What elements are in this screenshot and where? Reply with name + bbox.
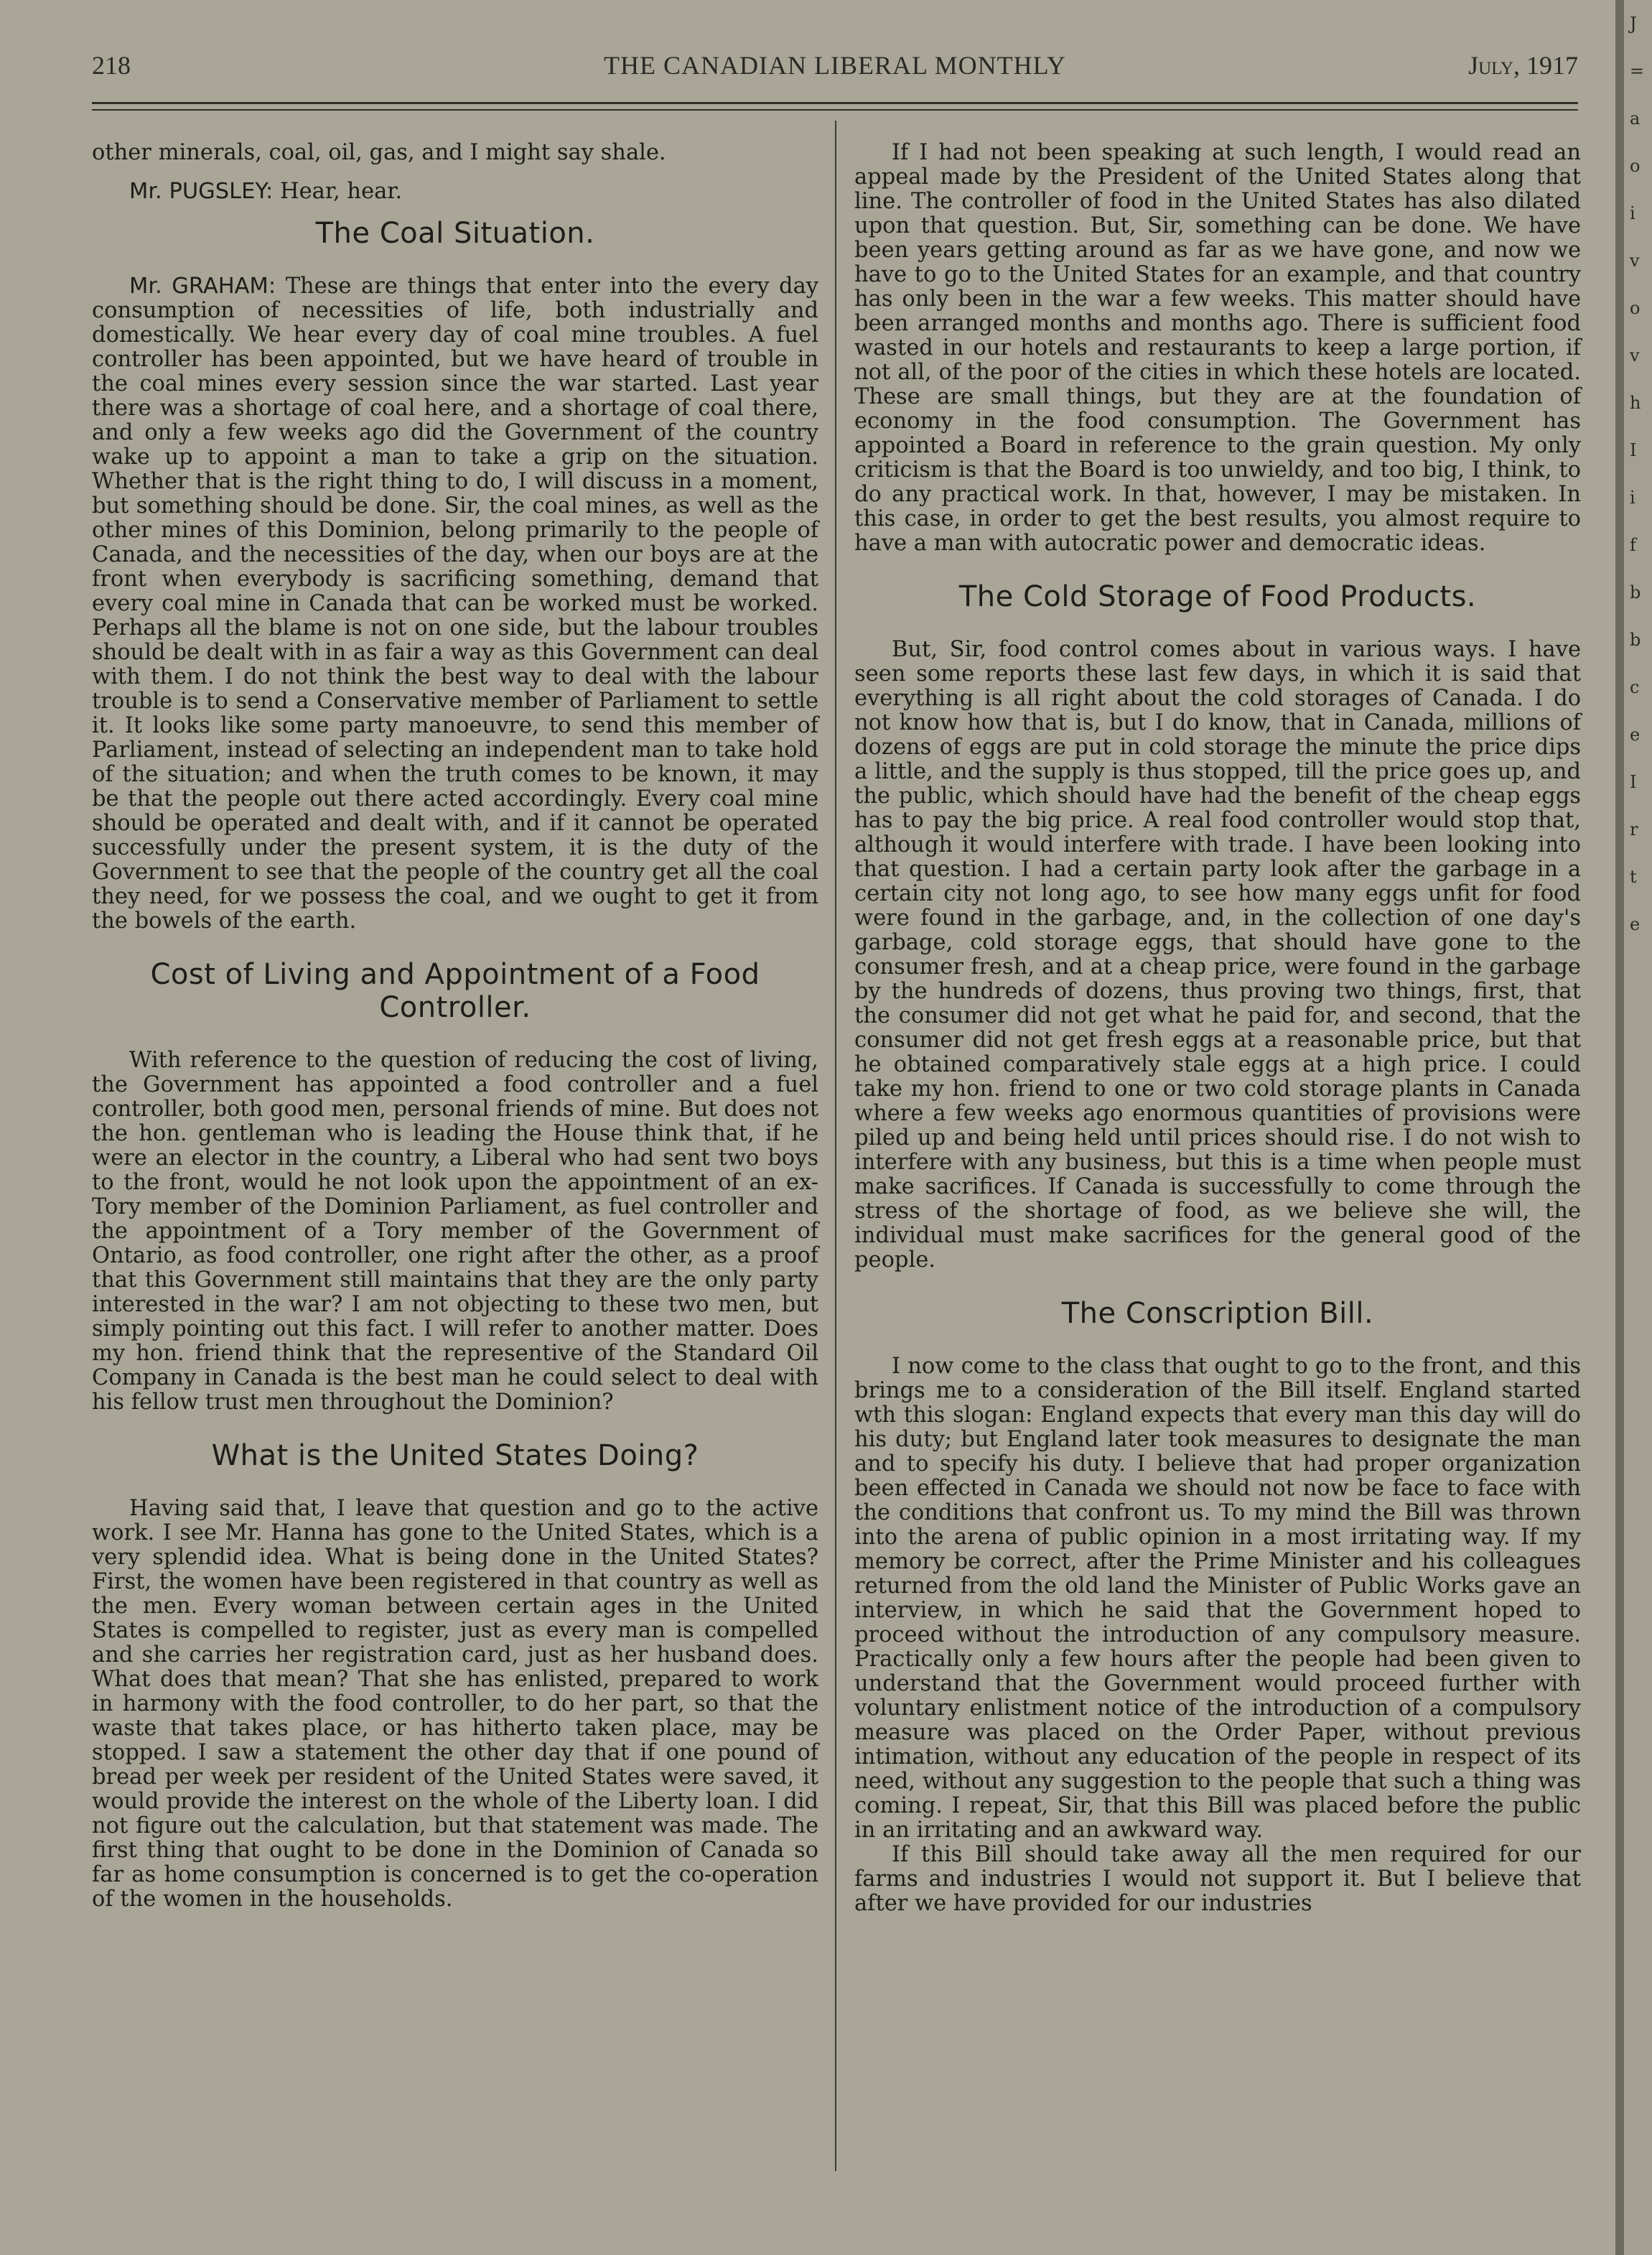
left-column	[92, 141, 818, 1912]
heading-conscription-bill: The Conscription Bill.	[1061, 1297, 1374, 1330]
facing-page-edge	[1624, 0, 1652, 2255]
page-number: 218	[92, 51, 131, 80]
header-rule-bottom	[92, 109, 1578, 111]
heading-united-states: What is the United States Doing?	[211, 1439, 699, 1472]
running-header	[92, 50, 1578, 93]
heading-cost-of-living: Cost of Living and Appointment of a Food Controller.	[150, 958, 760, 1024]
paragraph-united-states: Having said that, I leave that question and go to the active work. I see Mr. Hanna has gone to the United States, which is a very splendid idea. What is being done in the United States? First, the women have been registered in that country as well as the men. Every woman between certain ages in the United States is compelled to register, just as every man is compelled and she carries her registration card, just as her husband does. What does that mean? That she has enlisted, prepared to work in harmony with the food controller, to do her part, so that the waste that takes place, or has hitherto taken place, may be stopped. I saw a statement the other day that if one pound of bread per week per resident of the United States were saved, it would provide the interest on the whole of the Liberty loan. I did not figure out the calculation, but that statement was made. The first thing that ought to be done in the Dominion of Canada so far as home consumption is concerned is to get the co-operation of the women in the households.	[92, 1496, 818, 1912]
heading-coal-situation: The Coal Situation.	[315, 217, 595, 250]
paragraph-cost: With reference to the question of reducing the cost of living, the Government has appointed a food controller and a fuel controller, both good men, personal friends of mine. But does not the hon. gentleman who is leading the House think that, if he were an elector in the country, a Liberal who had sent two boys to the front, would he not look upon the appointment of an ex-Tory member of the Dominion Parliament, as fuel controller and the appointment of a Tory member of the Government of Ontario, as food controller, one right after the other, as a proof that this Government still maintains that they are the only party interested in the war? I am not objecting to these two men, but simply pointing out this fact. I will refer to another matter. Does my hon. friend think that the representive of the Standard Oil Company in Canada is the best man he could select to deal with his fellow trust men throughout the Dominion?	[92, 1048, 818, 1415]
facing-page-letters: J = a o i v o v h I i f b b c e I r t e	[1630, 14, 1645, 934]
paragraph-appeal: If I had not been speaking at such length, I would read an appeal made by the President of the United States along that line. The controller of food in the United States has also dilated upon that question. But, Sir, something can be done. We have been years getting around as far as we have gone, and now we have to go to the United States for an example, and that country has only been in the war a few weeks. This matter should have been arranged months and months ago. There is sufficient food wasted in our hotels and restaurants to keep a large portion, if not all, of the poor of the cities in which these hotels are located. These are small things, but they are at the foundation of economy in the food consumption. The Government has appointed a Board in reference to the grain question. My only criticism is that the Board is too unwieldy, and too big, I think, to do any practical work. In that, however, I may be mistaken. In this case, in order to get the best results, you almost require to have a man with autocratic power and democratic ideas.	[854, 140, 1581, 556]
publication-title: THE CANADIAN LIBERAL MONTHLY	[604, 51, 1066, 80]
paragraph-coal	[92, 274, 818, 934]
paragraph-coal-text: These are things that enter into the every day consumption of necessities of life, both industrially and domestically. We hear every day of coal mine troubles. A fuel controller has been appointed, but we have heard of trouble in the coal mines every session since the war started. Last year there was a shortage of coal here, and a shortage of coal there, and only a few weeks ago did the Government of the country wake up to appoint a man to take a grip on the situation. Whether that is the right thing to do, I will discuss in a moment, but something should be done. Sir, the coal mines, as well as the other mines of this Dominion, belong primarily to the people of Canada, and the necessities of the day, when our boys are at the front when everybody is sacrificing something, demand that every coal mine in Canada that can be worked must be worked. Perhaps all the blame is not on one side, but the labour troubles should be dealt with in as fair a way as this Government can deal with them. I do not think the best way to deal with the labour trouble is to send a Conservative member of Parliament to settle it. It looks like some party manoeuvre, to send this member of Parliament, instead of selecting an independent man to take hold of the situation; and when the truth comes to be known, it may be that the people out there acted accordingly. Every coal mine should be operated and dealt with, and if it cannot be operated successfully under the present system, it is the duty of the Government to see that the people of the country get all the coal they need, for we possess the coal, and we ought to get it from the bowels of the earth.	[92, 274, 818, 934]
paragraph-conscription: I now come to the class that ought to go to the front, and this brings me to a consideration of the Bill itself. England started wth this slogan: England expects that every man this day will do his duty; but England later took measures to designate the man and to specify his duty. I believe that had proper organization been effected in Canada we should not now be face to face with the conditions that confront us. To my mind the Bill was thrown into the arena of public opinion in a most irritating way. If my memory be correct, after the Prime Minister and his colleagues returned from the old land the Minister of Public Works gave an interview, in which he said that the Government hoped to proceed without the introduction of any compulsory measure. Practically only a few hours after the people had been given to understand that the Government would proceed further with voluntary enlistment notice of the introduction of a compulsory measure was placed on the Order Paper, without previous intimation, without any education of the people in respect of its need, without any suggestion to the people that such a thing was coming. I repeat, Sir, that this Bill was placed before the public in an irritating and an awkward way.	[854, 1354, 1581, 1843]
header-rule-top	[92, 102, 1578, 104]
paragraph-cold-storage: But, Sir, food control comes about in various ways. I have seen some reports these last few days, in which it is said that everything is all right about the cold storages of Canada. I do not know how that is, but I do know, that in Canada, millions of dozens of eggs are put in cold storage the minute the price dips a little, and the supply is thus stopped, till the price goes up, and the public, which should have had the benefit of the cheap eggs has to pay the big price. A real food controller would stop that, although it would interfere with trade. I have been looking into that question. I had a certain party look after the garbage in a certain city not long ago, to see how many eggs unfit for food were found in the garbage, and, in the collection of one day's garbage, cold storage eggs, that should have gone to the consumer fresh, and at a cheap price, were found in the garbage by the hundreds of dozens, thus proving two things, first, that the consumer did not get what he paid for, and second, that the consumer did not get fresh eggs at a reasonable price, but that he obtained comparatively stale eggs at a high price. I could take my hon. friend to one or two cold storage plants in Canada where a few weeks ago enormous quantities of provisions were piled up and being held until prices should rise. I do not wish to interfere with any business, but this is a time when people must make sacrifices. If Canada is successfully to come through the stress of the shortage of food, as we believe she will, the individual must make sacrifices for the general good of the people.	[854, 637, 1581, 1273]
speaker-name: Mr. GRAHAM:	[129, 274, 276, 299]
paragraph-minerals: other minerals, coal, oil, gas, and I might say shale.	[92, 140, 666, 165]
speaker-remark: Hear, hear.	[279, 179, 403, 204]
paragraph-pugsley	[92, 180, 818, 204]
column-divider	[835, 121, 836, 2171]
heading-cold-storage: The Cold Storage of Food Products.	[958, 580, 1477, 613]
paragraph-final: If this Bill should take away all the men required for our farms and industries I would not support it. But I believe that after we have provided for our industries	[854, 1842, 1581, 1916]
issue-date: July, 1917	[1468, 51, 1578, 80]
speaker-name: Mr. PUGSLEY:	[129, 179, 274, 204]
right-column	[854, 141, 1581, 1916]
